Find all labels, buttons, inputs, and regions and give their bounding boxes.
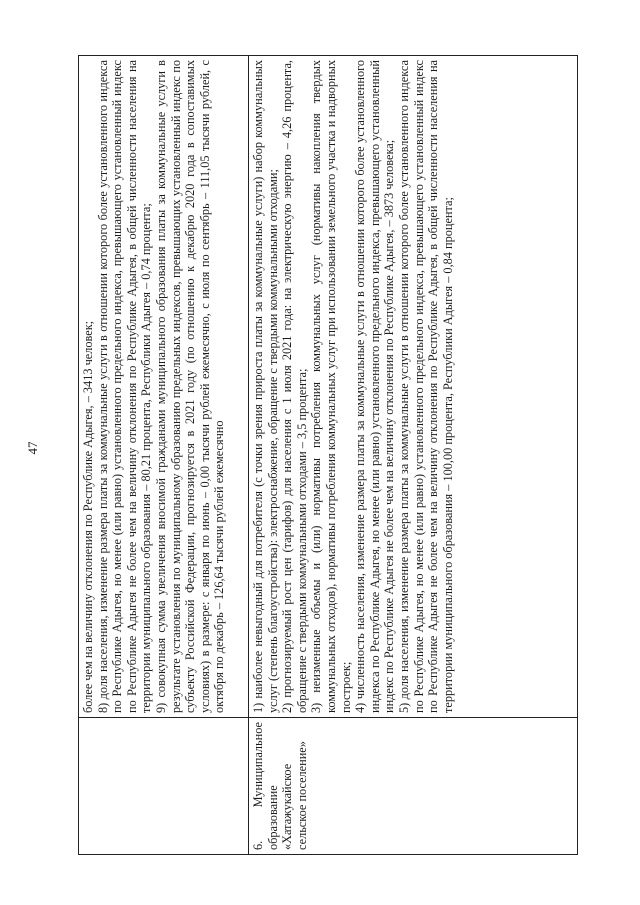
condition-item: 1) наиболее невыгодный для потребителя (с точки зрения прироста платы за коммунальные услуги) набор коммунальных услуг (степень благоустройства): электроснабжение, обращение с твердыми коммунальными отходами; [251,60,280,713]
rotated-page-area [78,55,578,855]
municipality-name-cell [79,718,249,855]
municipality-name-cell: 6. Муниципальное образование «Хатажукайское сельское поселение» [249,718,578,855]
condition-item: 4) численность населения, изменение размера платы за коммунальные услуги в отношении которого более установленного индекса по Республике Адыгея, но менее (или равно) установленного предельного индекса, превышающего установленный индекс по Республике Адыгея не более чем на величину отклонения по Республике Адыгея, – 3873 человека; [353,60,397,713]
condition-item: 5) доля населения, изменение размера платы за коммунальные услуги в отношении которого более установленного индекса по Республике Адыгея, но менее (или равно) установленного предельного индекса, превышающего установленный индекс по Республике Адыгея не более чем на величину отклонения по Республике Адыгея, в общей численности населения на территории муниципального образования – 100,00 процента, Республики Адыгея – 0,84 процента; [396,60,455,713]
condition-item: 8) доля населения, изменение размера платы за коммунальные услуги в отношении которого более установленного индекса по Республике Адыгея, но менее (или равно) установленного предельного индекса, превышающего установленный индекс по Республике Адыгея не более чем на величину отклонения по Республике Адыгея, в общей численности населения на территории муниципального образования – 80,21 процента, Республики Адыгея – 0,74 процента; [95,60,154,713]
condition-item: 9) совокупная сумма увеличения вносимой гражданами муниципального образования платы за коммунальные услуги в результате установления по муниципальному образованию предельных индексов, превышающих установленный индекс по субъекту Российской Федерации, прогнозируется в 2021 году (по отношению к декабрю 2020 года в сопоставимых условиях) в размере: с января по июнь – 0,00 тысячи рублей ежемесячно, с июля по сентябрь – 111,05 тысячи рублей, с октября по декабрь – 126,64 тысячи рублей ежемесячно [153,60,227,713]
condition-item: 3) неизменные объемы и (или) нормативы потребления коммунальных услуг (нормативы накопления твердых коммунальных отходов), нормативы потребления коммунальных услуг при использовании земельного участка и надворных построек; [309,60,353,713]
conditions-cell [79,56,249,718]
municipal-indices-table [78,55,578,855]
table-wrapper [78,55,578,855]
condition-item: 2) прогнозируемый рост цен (тарифов) для населения с 1 июля 2021 года: на электрическую энергию – 4,26 процента, обращение с твердыми коммунальными отходами – 3,5 процента; [280,60,309,713]
table-row [249,56,578,855]
page-number: 47 [25,441,40,455]
table-row [79,56,249,855]
condition-item: более чем на величину отклонения по Республике Адыгея, – 3413 человек; [81,320,95,713]
conditions-cell [249,56,578,718]
